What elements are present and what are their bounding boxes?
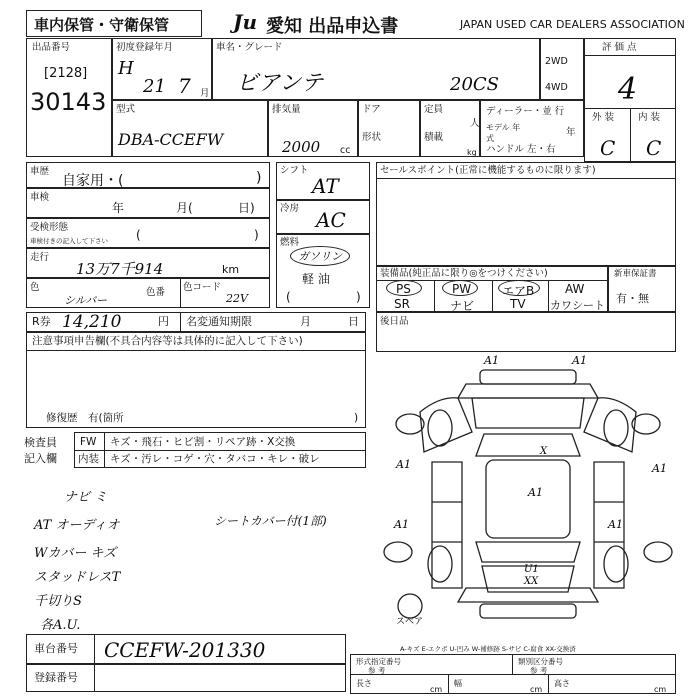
mark-x-windshield: X <box>540 446 548 457</box>
note-3: Wカバー キズ <box>34 546 117 561</box>
mileage-unit: km <box>222 263 240 276</box>
note-4: スタッドレスT <box>34 570 121 585</box>
dealer-line: ディーラー・並 行 <box>486 106 565 117</box>
length-label: 長さ <box>356 679 372 688</box>
equip-sr: SR <box>394 297 410 311</box>
displacement-unit: cc <box>340 145 351 156</box>
category-number-label: 類別区分番号 <box>518 657 563 666</box>
chassis-value: CCEFW-201330 <box>104 638 266 662</box>
height-label: 高さ <box>554 679 570 688</box>
mark-a1-roof: A1 <box>528 486 543 499</box>
car-damage-diagram <box>380 352 676 652</box>
registration-label: 登録番号 <box>34 671 78 684</box>
usage-close: ) <box>256 170 262 186</box>
inspection-box <box>26 188 270 218</box>
color-code-value: 22V <box>226 292 248 305</box>
usage-value: 自家用・( <box>62 173 124 189</box>
mark-a1-front-right: A1 <box>572 354 587 367</box>
fuel-open: ( <box>286 290 291 304</box>
chassis-label: 車台番号 <box>34 642 78 655</box>
color-code-label: 色コード <box>183 282 222 293</box>
usage-label: 車歴 <box>30 166 50 177</box>
damage-legend: A-キズ E-エクボ U-凹み W-補修跡 S-サビ C-腐食 XX-交換済 <box>400 645 576 653</box>
fuel-light-oil: 軽 油 <box>302 272 330 286</box>
color-label: 色 <box>30 282 40 293</box>
recycle-label: R券 <box>32 315 51 328</box>
formal-ref: 参 考 <box>368 666 386 675</box>
warranty-label: 新車保証書 <box>614 269 657 279</box>
model-name: ビアンテ <box>236 71 324 96</box>
reg-month: 7 <box>178 74 191 98</box>
model-label: 車名・グレード <box>216 42 283 53</box>
mileage-label: 走行 <box>30 252 50 263</box>
reg-year: 21 <box>143 76 166 97</box>
recycle-unit: 円 <box>158 315 169 328</box>
mark-a1-left-rear: A1 <box>394 518 409 531</box>
drive-2wd: 2WD <box>545 56 568 67</box>
fuel-gas: ガソリン <box>298 250 342 263</box>
score-value: 4 <box>618 72 638 107</box>
seat-cover-note: シートカバー付(1部) <box>214 514 327 528</box>
mark-xx-rear: XX <box>524 576 539 587</box>
association-name: JAPAN USED CAR DEALERS ASSOCIATION <box>460 18 685 31</box>
inspection-month: 月( <box>176 201 193 215</box>
receipt-open: ( <box>136 228 141 242</box>
equip-ps: PS <box>396 282 411 296</box>
aircon-value: AC <box>316 208 346 232</box>
fuel-label: 燃料 <box>280 237 300 248</box>
equip-leather-seat: カワシート <box>550 299 605 312</box>
category-ref: 参 考 <box>530 666 548 675</box>
type-label: 型式 <box>116 104 136 115</box>
exterior-label: 外 装 <box>592 112 615 123</box>
model-year-label: モデル 年式 <box>486 123 521 143</box>
sales-point-label: セールスポイント(正常に機能するものに限ります) <box>380 165 596 176</box>
capacity-unit: 人 <box>470 118 480 129</box>
color-value: シルバー <box>64 294 107 307</box>
interior-items: キズ・汚レ・コゲ・穴・タバコ・キレ・破レ <box>110 453 320 465</box>
inspection-day: 日) <box>238 201 255 215</box>
form-title: 愛知 出品申込書 <box>266 16 399 37</box>
note-1: ナビ ミ <box>64 490 108 505</box>
name-change-label: 名変通知期限 <box>186 315 252 328</box>
equip-pw: PW <box>452 282 472 296</box>
reg-era: H <box>118 58 134 79</box>
shift-value: AT <box>312 174 339 198</box>
drive-4wd: 4WD <box>545 82 568 93</box>
fw-items: キズ・飛石・ヒビ割・リペア跡・X交換 <box>110 436 296 448</box>
inspector-label-1: 検査員 <box>24 436 57 449</box>
spare-label: スペア <box>396 617 424 627</box>
capacity-label: 定員 <box>424 104 444 115</box>
interior-label: 内 装 <box>638 112 661 123</box>
width-label: 幅 <box>454 679 462 688</box>
interior-score: C <box>646 136 662 160</box>
note-2: AT オーディオ <box>34 518 120 533</box>
shift-label: シフト <box>280 165 309 176</box>
height-unit: cm <box>654 685 667 694</box>
repair-close: ) <box>354 412 359 424</box>
mark-a1-front-left: A1 <box>484 354 499 367</box>
type-value: DBA-CCEFW <box>118 130 224 149</box>
mark-a1-left-door: A1 <box>396 458 411 471</box>
formal-number-label: 形式指定番号 <box>356 657 401 666</box>
note-6: 各A.U. <box>40 618 81 633</box>
receipt-label: 受検形態 <box>30 222 69 233</box>
equip-navi: ナビ <box>450 299 475 313</box>
displacement-value: 2000 <box>282 138 321 156</box>
later-items-box <box>376 312 676 352</box>
exterior-score: C <box>600 136 616 160</box>
storage-tag: 車内保管・守衛保管 <box>34 16 170 34</box>
inspection-year: 年 <box>112 201 125 215</box>
load-label: 積載 <box>424 132 444 143</box>
name-change-month: 月 <box>300 315 311 328</box>
displacement-label: 排気量 <box>272 104 301 115</box>
width-unit: cm <box>530 685 543 694</box>
name-change-day: 日 <box>348 315 359 328</box>
equipment-label: 装備品(純正品に限り◎をつけください) <box>380 268 548 279</box>
note-5: 千切りS <box>34 594 82 609</box>
score-label: 評 価 点 <box>602 42 637 53</box>
mark-a1-right-door: A1 <box>652 462 667 475</box>
lot-code: [2128] <box>44 66 88 81</box>
length-unit: cm <box>430 685 443 694</box>
mileage-value: 13万7千914 <box>76 260 164 278</box>
mark-u1-rear: U1 <box>524 564 539 575</box>
load-unit: kg <box>467 148 477 157</box>
model-year-unit: 年 <box>566 127 576 138</box>
lot-number: 30143 <box>30 88 107 116</box>
lot-label: 出品番号 <box>32 42 71 53</box>
repair-history: 修復歴 有(箇所 <box>46 412 124 424</box>
fw-label: FW <box>80 436 97 448</box>
inspection-label: 車検 <box>30 192 50 203</box>
notes-label: 注意事項申告欄(不具合内容等は具体的に記入して下さい) <box>32 335 303 347</box>
handle-line: ハンドル 左・右 <box>486 144 556 155</box>
reg-month-unit: 月 <box>200 88 210 99</box>
receipt-close: ) <box>254 228 259 242</box>
interior-record-label: 内装 <box>78 453 99 465</box>
later-items-label: 後日品 <box>380 316 409 327</box>
equip-tv: TV <box>510 297 526 311</box>
shape-label: 形状 <box>362 132 382 143</box>
model-grade: 20CS <box>450 74 500 95</box>
receipt-sub: 車検付きの記入して下さい <box>30 237 108 245</box>
recycle-value: 14,210 <box>62 312 122 332</box>
ju-logo: Ju <box>233 10 258 34</box>
warranty-value: 有・無 <box>616 292 649 305</box>
doors-label: ドア <box>362 104 381 115</box>
reg-date-label: 初度登録年月 <box>116 42 174 53</box>
inspector-label-2: 記入欄 <box>24 452 57 465</box>
color-number-label: 色番 <box>146 287 166 298</box>
mark-a1-right-rear: A1 <box>608 518 623 531</box>
equip-airbag: エアB <box>502 284 535 298</box>
equip-aw: AW <box>565 282 585 296</box>
fuel-close: ) <box>356 290 361 304</box>
aircon-label: 冷房 <box>280 203 300 214</box>
